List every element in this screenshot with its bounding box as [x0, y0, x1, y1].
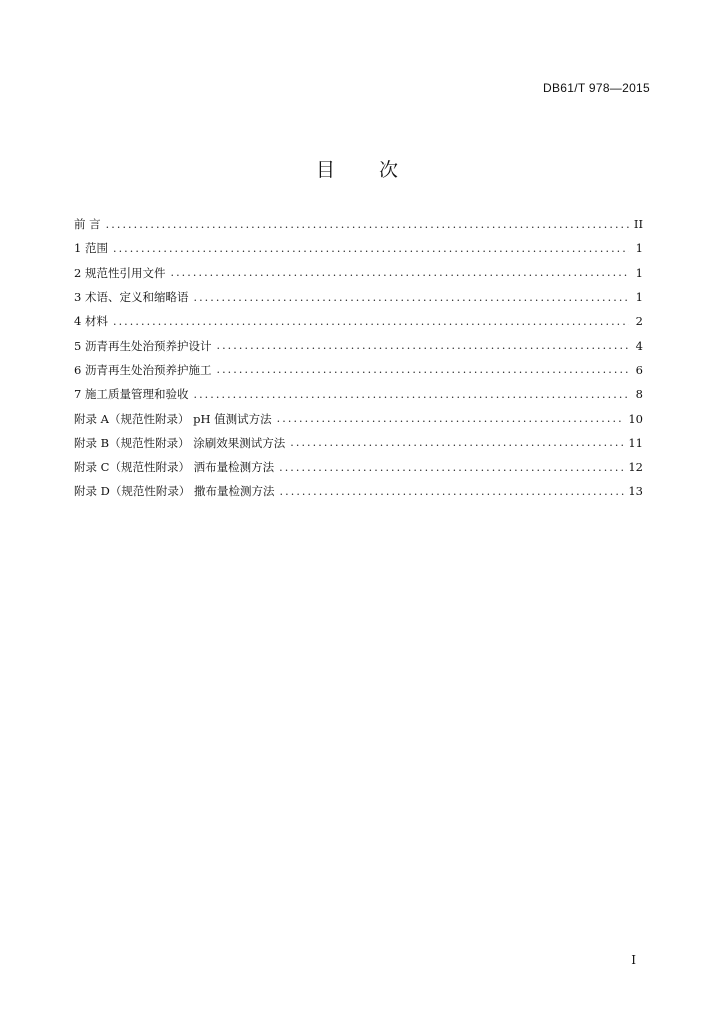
toc-entry-label: 前 言 [74, 217, 101, 232]
toc-entry-page: 4 [635, 338, 643, 353]
toc-entry-page: 1 [635, 241, 643, 256]
toc-entry-page: II [633, 217, 643, 232]
toc-leader-dots [216, 339, 629, 352]
toc-entry-label: 1 范围 [74, 241, 108, 256]
toc-title: 目 次 [315, 159, 401, 181]
toc-entry-page: 12 [628, 460, 643, 475]
toc-leader-dots [106, 218, 629, 231]
toc-leader-dots [193, 388, 629, 401]
toc-entry-page: 6 [635, 362, 643, 377]
toc-entry-page: 2 [635, 314, 643, 329]
toc-entry-page: 8 [635, 387, 643, 402]
toc-entry-normative-references[interactable] [74, 261, 643, 285]
toc-leader-dots [113, 315, 629, 328]
table-of-contents [74, 212, 643, 504]
toc-entry-appendix-a[interactable] [74, 406, 643, 430]
toc-entry-label: 附录 C（规范性附录） 洒布量检测方法 [74, 460, 275, 475]
toc-entry-page: 11 [628, 435, 643, 450]
toc-leader-dots [113, 242, 629, 255]
toc-entry-page: 10 [628, 411, 643, 426]
toc-entry-terms-definitions[interactable] [74, 285, 643, 309]
toc-entry-materials[interactable] [74, 309, 643, 333]
toc-entry-label: 附录 A（规范性附录） pH 值测试方法 [74, 411, 272, 426]
toc-entry-label: 5 沥青再生处治预养护设计 [74, 338, 212, 353]
toc-leader-dots [193, 291, 629, 304]
toc-entry-page: 1 [635, 290, 643, 305]
toc-entry-label: 附录 B（规范性附录） 涂刷效果测试方法 [74, 435, 286, 450]
toc-entry-label: 附录 D（规范性附录） 撒布量检测方法 [74, 484, 275, 499]
toc-entry-label: 3 术语、定义和缩略语 [74, 290, 189, 305]
toc-entry-page: 1 [635, 265, 643, 280]
toc-entry-design[interactable] [74, 333, 643, 357]
toc-leader-dots [280, 485, 625, 498]
toc-entry-appendix-d[interactable] [74, 479, 643, 503]
toc-entry-page: 13 [628, 484, 643, 499]
page-number: I [631, 953, 636, 967]
toc-entry-construction[interactable] [74, 358, 643, 382]
toc-entry-foreword[interactable] [74, 212, 643, 236]
toc-entry-appendix-b[interactable] [74, 431, 643, 455]
toc-leader-dots [170, 266, 629, 279]
toc-entry-label: 2 规范性引用文件 [74, 265, 166, 280]
toc-leader-dots [277, 412, 625, 425]
toc-leader-dots [290, 436, 624, 449]
toc-entry-quality-management[interactable] [74, 382, 643, 406]
toc-entry-label: 4 材料 [74, 314, 108, 329]
document-code: DB61/T 978—2015 [542, 81, 650, 95]
toc-entry-label: 7 施工质量管理和验收 [74, 387, 189, 402]
toc-leader-dots [279, 461, 624, 474]
toc-entry-scope[interactable] [74, 236, 643, 260]
toc-entry-label: 6 沥青再生处治预养护施工 [74, 362, 212, 377]
toc-entry-appendix-c[interactable] [74, 455, 643, 479]
toc-leader-dots [216, 363, 629, 376]
